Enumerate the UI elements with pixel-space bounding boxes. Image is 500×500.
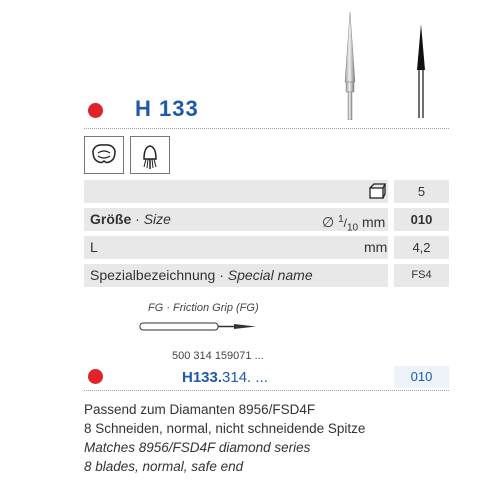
diameter-icon: ∅ [322, 214, 335, 230]
fraction-icon: $^1/_{10}$ [338, 214, 359, 234]
package-icon [368, 183, 386, 200]
order-code-rest: 314. ... [222, 369, 268, 386]
length-value: 4,2 [394, 236, 449, 259]
divider [84, 128, 449, 129]
product-code: H 133 [135, 96, 199, 121]
length-label: L [90, 239, 98, 255]
bur-photo [330, 10, 370, 120]
pack-value: 5 [394, 180, 449, 203]
bur-drawing [406, 22, 436, 120]
order-divider [84, 390, 449, 391]
desc-line-1: Passend zum Diamanten 8956/FSD4F [84, 402, 316, 417]
row-pack [84, 180, 388, 203]
tooth-icon [84, 136, 124, 174]
shank-number: 500 314 159071 ... [172, 350, 264, 362]
special-label-en: Special name [227, 267, 313, 283]
size-unit [322, 208, 385, 239]
size-label-en: Size [143, 211, 171, 227]
size-unit-mm: mm [362, 214, 386, 230]
length-unit: mm [364, 239, 388, 255]
order-number [182, 369, 268, 386]
description [84, 400, 484, 476]
red-dot-icon [88, 103, 103, 118]
desc-line-3: Matches 8956/FSD4F diamond series [84, 440, 311, 455]
desc-line-2: 8 Schneiden, normal, nicht schneidende Spitze [84, 421, 366, 436]
order-code-bold: H133. [182, 369, 223, 386]
order-dot-icon [88, 369, 103, 384]
row-length [84, 236, 388, 259]
size-value: 010 [394, 208, 449, 231]
special-value: FS4 [394, 264, 449, 287]
size-label: Größe · Size [90, 211, 171, 227]
special-label: Spezialbezeichnung · Special name [90, 267, 313, 283]
special-label-de: Spezialbezeichnung [90, 267, 216, 283]
shank-drawing [138, 318, 258, 334]
desc-line-4: 8 blades, normal, safe end [84, 459, 244, 474]
size-label-de: Größe [90, 211, 132, 227]
bur-spray-icon [130, 136, 170, 174]
shank-label: FG · Friction Grip (FG) [148, 302, 259, 314]
order-size-box: 010 [394, 366, 449, 388]
